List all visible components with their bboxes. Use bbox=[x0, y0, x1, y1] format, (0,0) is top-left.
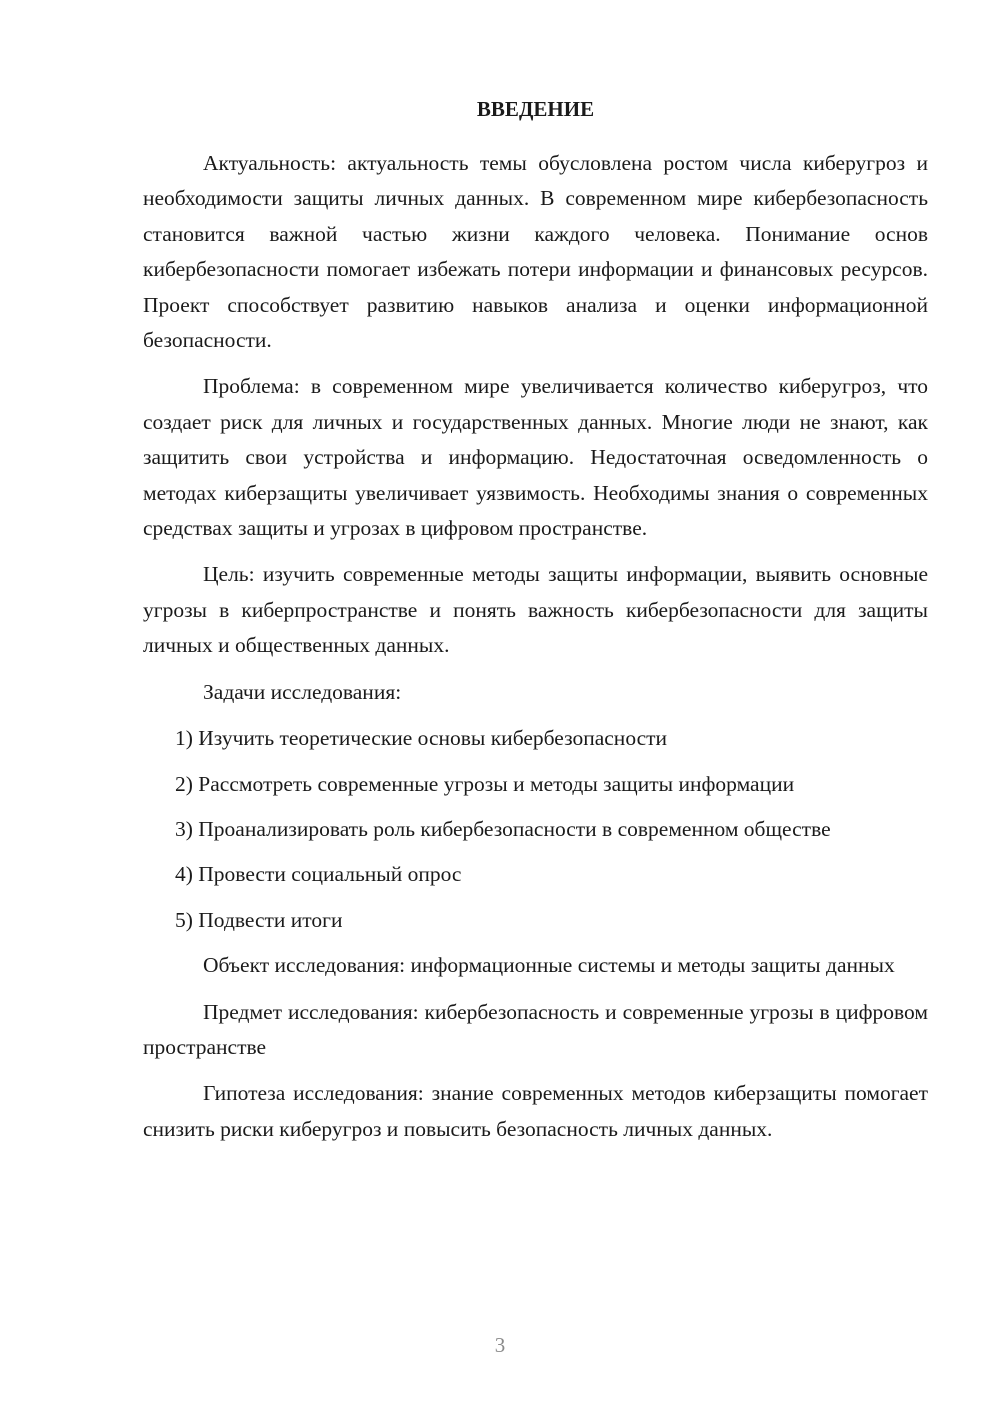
relevance-paragraph: Актуальность: актуальность темы обусловлена ростом числа киберугроз и необходимости защиты личных данных. В современном мире кибербезопасность становится важной частью жизни каждого человека. Понимание основ кибербезопасности помогает избежать потери информации и финансовых ресурсов. Проект способствует развитию навыков анализа и оценки информационной безопасности. bbox=[143, 151, 928, 353]
problem-paragraph: Проблема: в современном мире увеличивается количество киберугроз, что создает риск для личных и государственных данных. Многие люди не знают, как защитить свои устройства и информацию. Недостаточная осведомленность о методах киберзащиты увеличивает уязвимость. Необходимы знания о современных средствах защиты и угрозах в цифровом пространстве. bbox=[143, 374, 928, 541]
section-heading: ВВЕДЕНИЕ bbox=[476, 97, 595, 121]
task-item-2: 2) Рассмотреть современные угрозы и методы защиты информации bbox=[175, 771, 795, 796]
task-item-5: 5) Подвести итоги bbox=[175, 907, 343, 932]
task-item-4: 4) Провести социальный опрос bbox=[175, 862, 462, 887]
tasks-heading: Задачи исследования: bbox=[203, 679, 402, 704]
goal-paragraph: Цель: изучить современные методы защиты информации, выявить основные угрозы в киберпространстве и понять важность кибербезопасности для защиты личных и общественных данных. bbox=[143, 562, 928, 658]
task-item-1: 1) Изучить теоретические основы кибербезопасности bbox=[175, 726, 668, 751]
page-number: 3 bbox=[494, 1333, 506, 1357]
document-page bbox=[143, 92, 928, 1158]
hypothesis-paragraph: Гипотеза исследования: знание современных методов киберзащиты помогает снизить риски киберугроз и повысить безопасность личных данных. bbox=[143, 1081, 928, 1141]
task-item-3: 3) Проанализировать роль кибербезопасности в современном обществе bbox=[175, 816, 831, 841]
subject-paragraph: Предмет исследования: кибербезопасность и современные угрозы в цифровом пространстве bbox=[143, 999, 928, 1059]
object-paragraph: Объект исследования: информационные системы и методы защиты данных bbox=[203, 953, 895, 978]
